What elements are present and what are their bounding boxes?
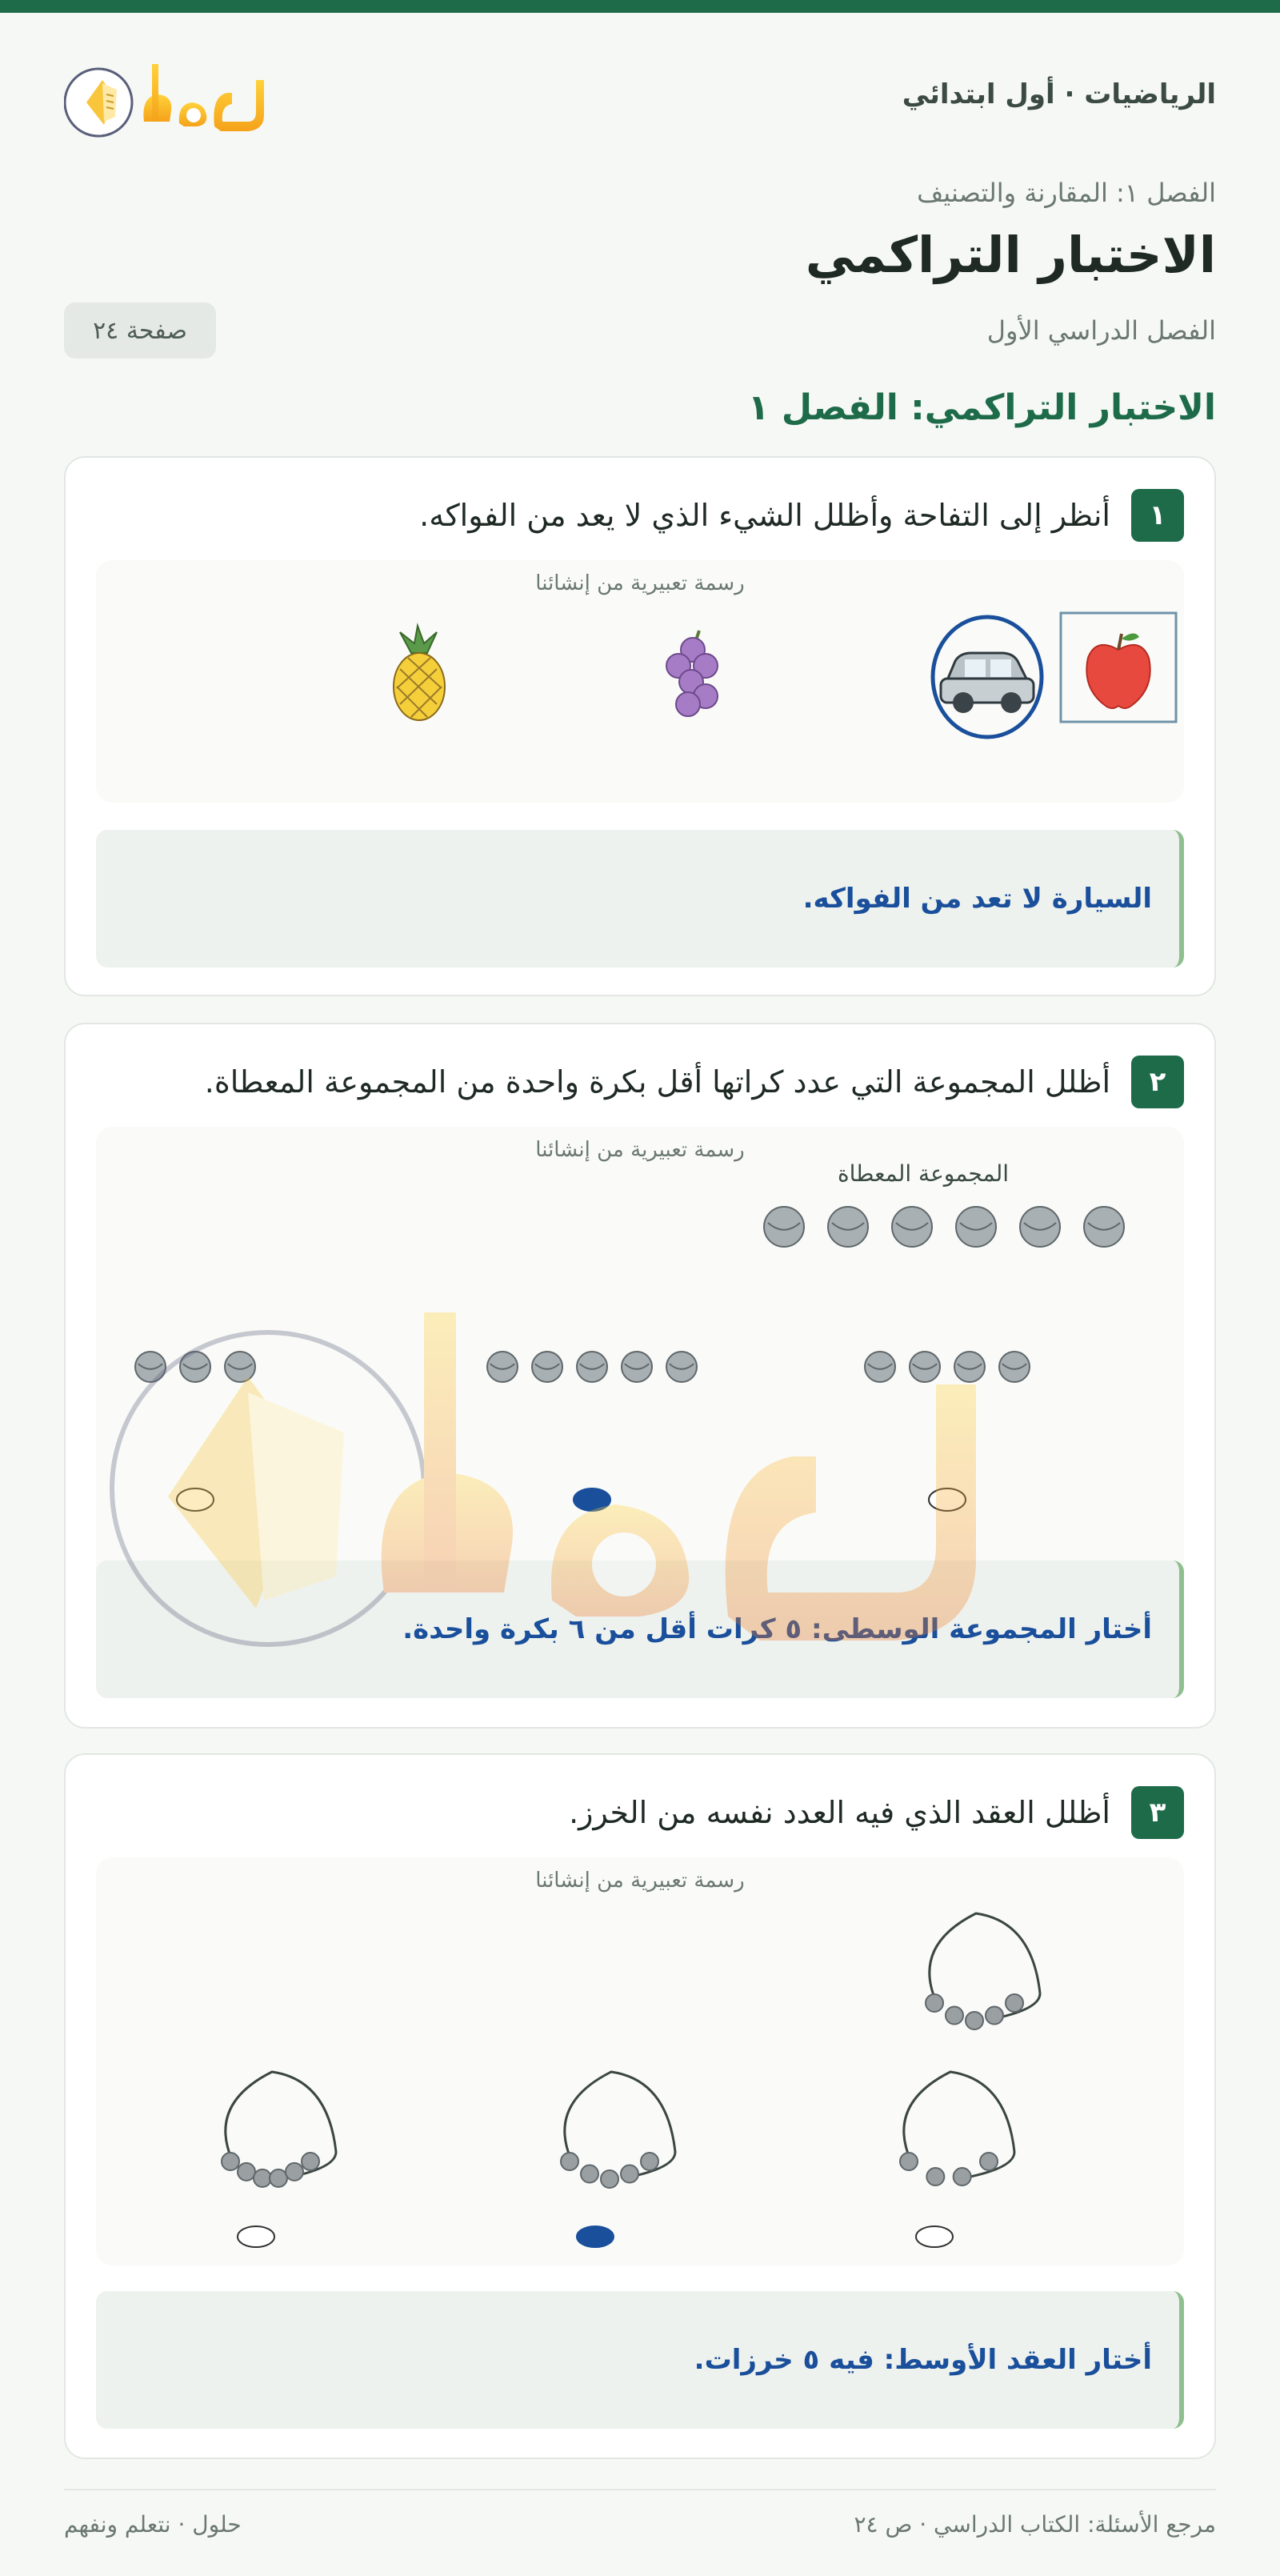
ball-icon [892,1207,932,1247]
bead [222,2153,239,2170]
bead [954,2168,971,2185]
apple-icon [1061,613,1176,722]
answer-box: السيارة لا تعد من الفواكه. [96,830,1184,968]
question-card-3 [64,1753,1216,2459]
ball-icon [1084,1207,1124,1247]
figure-caption: رسمة تعبيرية من إنشائنا [535,1869,745,1893]
section-title: الاختبار التراكمي: الفصل ١ [747,387,1216,428]
ball-icon [180,1352,210,1382]
question-text: أنظر إلى التفاحة وأظلل الشيء الذي لا يعد من الفواكه. [419,498,1110,533]
footer-tagline: حلول · نتعلم ونفهم [64,2511,242,2538]
ball-icon [135,1352,166,1382]
bead [1006,1994,1023,2012]
bead [900,2153,918,2170]
question-header [205,1055,1184,1109]
necklace-icon[interactable] [222,2072,336,2187]
bead [601,2170,618,2188]
ball-icon [1020,1207,1060,1247]
necklace-icon[interactable] [926,1913,1040,2029]
bead [980,2153,998,2170]
ball-icon [999,1352,1030,1382]
figure-caption: رسمة تعبيرية من إنشائنا [535,571,745,595]
answer-bubble[interactable] [929,1488,966,1511]
ball-icon [764,1207,804,1247]
given-ball-group [764,1207,1124,1247]
grapes-icon[interactable] [666,631,718,716]
ball-icon [577,1352,607,1382]
ball-icon [666,1352,697,1382]
bead [238,2163,255,2181]
ball-icon [956,1207,996,1247]
page-header [64,48,1216,152]
necklace-option[interactable] [222,2072,336,2247]
question-figure [96,560,1184,803]
question-header [419,488,1184,543]
bead [302,2153,319,2170]
necklace-option[interactable] [561,2072,675,2247]
ball-group-option[interactable] [487,1352,697,1511]
answer-bubble[interactable] [916,2226,953,2247]
necklace-option[interactable] [900,2072,1014,2247]
bead [286,2163,303,2181]
question-header [569,1785,1184,1840]
bead [926,2168,944,2185]
ball-icon [487,1352,518,1382]
brand-logo-icon [64,48,296,152]
question-number: ٢ [1131,1056,1184,1108]
question-text: أظلل المجموعة التي عدد كراتها أقل بكرة واحدة من المجموعة المعطاة. [204,1064,1110,1100]
brand-logo[interactable] [64,48,296,152]
page-number-badge: صفحة ٢٤ [64,302,216,359]
figure-caption: رسمة تعبيرية من إنشائنا [535,1138,745,1162]
question-number: ٣ [1131,1786,1184,1839]
necklace-icon[interactable] [561,2072,675,2188]
figure-canvas [96,1857,1187,2266]
ball-icon [622,1352,652,1382]
footer-divider [64,2489,1216,2490]
question-figure [96,1127,1184,1583]
bead [254,2169,271,2187]
ball-icon [865,1352,895,1382]
car-icon[interactable] [933,617,1042,737]
page-title: الاختبار التراكمي [805,226,1216,284]
question-number: ١ [1131,489,1184,542]
answer-bubble[interactable] [177,1488,214,1511]
bead [270,2169,287,2187]
bead [966,2012,983,2029]
ball-icon [532,1352,562,1382]
question-figure [96,1857,1184,2266]
answer-bubble[interactable] [238,2226,274,2247]
given-group-label: المجموعة المعطاة [837,1160,1010,1187]
ball-icon [954,1352,985,1382]
question-card-1 [64,456,1216,996]
bead [946,2007,963,2025]
answer-bubble[interactable] [574,1488,610,1511]
ball-icon [828,1207,868,1247]
question-card-2 [64,1023,1216,1729]
bead [926,1994,943,2012]
bead [641,2153,658,2170]
subject-label: الرياضيات · أول ابتدائي [902,78,1216,110]
chapter-label: الفصل ١: المقارنة والتصنيف [917,178,1216,208]
footer-reference: مرجع الأسئلة: الكتاب الدراسي · ص ٢٤ [854,2511,1216,2538]
top-accent-bar [0,0,1280,13]
answer-bubble[interactable] [577,2226,614,2247]
question-text: أظلل العقد الذي فيه العدد نفسه من الخرز. [569,1795,1110,1830]
ball-icon [910,1352,940,1382]
ball-icon [225,1352,255,1382]
bead [581,2165,598,2183]
figure-canvas [96,560,1187,803]
answer-box: أختار العقد الأوسط: فيه ٥ خرزات. [96,2291,1184,2429]
answer-box: أختار المجموعة الوسطى: ٥ كرات أقل من ٦ بكرة واحدة. [96,1560,1184,1698]
bead [561,2153,578,2170]
ball-group-option[interactable] [865,1352,1030,1511]
ball-group-option[interactable] [135,1352,255,1511]
bead [986,2007,1003,2025]
bead [621,2165,638,2183]
necklace-icon[interactable] [900,2072,1014,2185]
semester-label: الفصل الدراسي الأول [986,315,1216,346]
figure-canvas [96,1127,1187,1583]
pineapple-icon[interactable] [394,626,445,720]
